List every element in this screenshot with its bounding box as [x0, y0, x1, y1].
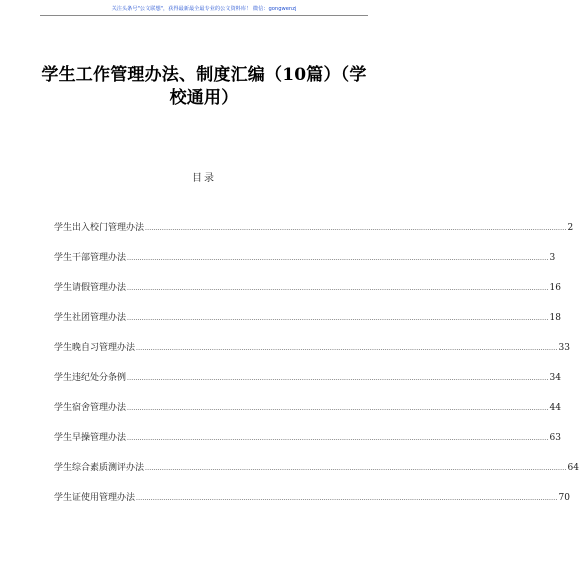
header-notice: 关注头条号"公文联想"，获得最新最全最专业的公文资料库！ 微信：gongwenzj — [111, 6, 297, 12]
toc-dot-leader: ........................................................................................................................................................................................................ — [127, 405, 549, 412]
toc-entry[interactable] — [54, 414, 561, 444]
toc-heading: 目录 — [192, 173, 216, 184]
toc-dot-leader: ........................................................................................................................................................................................................ — [145, 225, 567, 232]
toc-dot-leader: ........................................................................................................................................................................................................ — [127, 435, 549, 442]
toc-entry-page: 44 — [549, 403, 561, 413]
toc-entry-page: 34 — [549, 373, 561, 383]
toc-entry-page: 3 — [549, 253, 556, 263]
toc-entry-page: 64 — [567, 463, 579, 473]
toc-entry-label: 学生宿舍管理办法 — [54, 403, 127, 413]
toc-entry[interactable] — [54, 294, 561, 324]
toc-entry[interactable] — [54, 474, 570, 504]
toc-entry-label: 学生出入校门管理办法 — [54, 223, 145, 233]
toc-entry[interactable] — [54, 204, 574, 234]
toc-dot-leader: ........................................................................................................................................................................................................ — [145, 465, 567, 472]
table-of-contents — [54, 204, 579, 504]
toc-entry[interactable] — [54, 354, 561, 384]
toc-entry[interactable] — [54, 384, 561, 414]
toc-entry-page: 2 — [567, 223, 574, 233]
toc-dot-leader: ........................................................................................................................................................................................................ — [127, 255, 549, 262]
header-divider — [40, 15, 368, 16]
toc-dot-leader: ........................................................................................................................................................................................................ — [127, 285, 549, 292]
toc-entry-label: 学生晚自习管理办法 — [54, 343, 136, 353]
toc-entry-page: 18 — [549, 313, 561, 323]
toc-dot-leader: ........................................................................................................................................................................................................ — [136, 495, 558, 502]
toc-entry[interactable] — [54, 264, 561, 294]
toc-entry-label: 学生综合素质测评办法 — [54, 463, 145, 473]
toc-entry-page: 63 — [549, 433, 561, 443]
toc-entry[interactable] — [54, 444, 579, 474]
document-title: 学生工作管理办法、制度汇编（10篇）（学校通用） — [41, 65, 367, 108]
toc-dot-leader: ........................................................................................................................................................................................................ — [127, 375, 549, 382]
toc-entry-label: 学生违纪处分条例 — [54, 373, 127, 383]
toc-dot-leader: ........................................................................................................................................................................................................ — [136, 345, 558, 352]
toc-entry-page: 70 — [558, 493, 570, 503]
toc-entry-page: 16 — [549, 283, 561, 293]
toc-entry-label: 学生证使用管理办法 — [54, 493, 136, 503]
toc-entry-page: 33 — [558, 343, 570, 353]
toc-dot-leader: ........................................................................................................................................................................................................ — [127, 315, 549, 322]
toc-entry[interactable] — [54, 234, 556, 264]
toc-entry-label: 学生干部管理办法 — [54, 253, 127, 263]
toc-entry-label: 学生请假管理办法 — [54, 283, 127, 293]
toc-entry-label: 学生社团管理办法 — [54, 313, 127, 323]
toc-entry[interactable] — [54, 324, 570, 354]
toc-entry-label: 学生早操管理办法 — [54, 433, 127, 443]
